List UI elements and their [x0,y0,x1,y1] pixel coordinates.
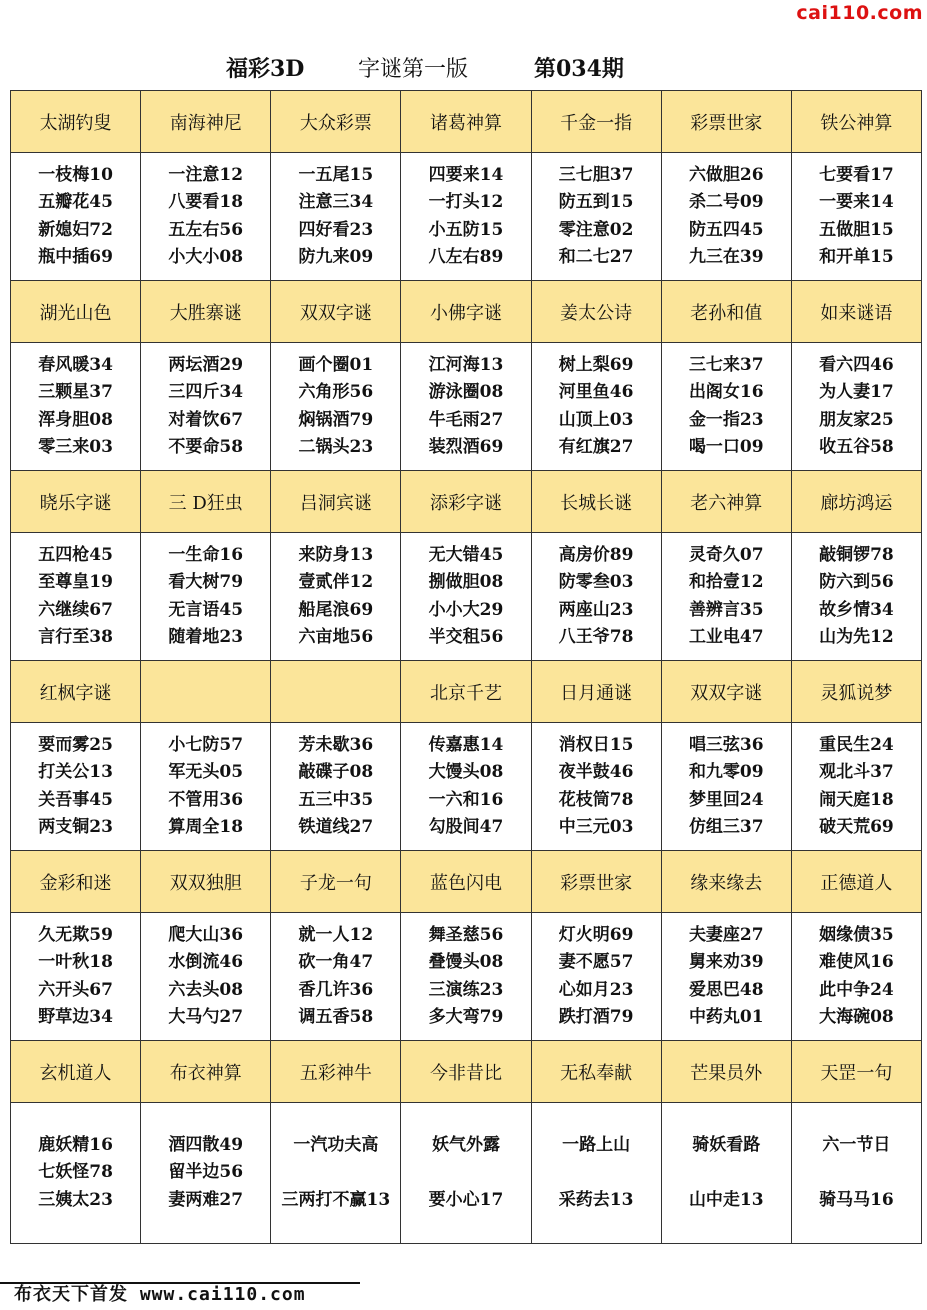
header-row [11,661,922,723]
author-header: 吕洞宾谜 [271,471,401,533]
header-row [11,281,922,343]
riddle-cell [531,723,661,851]
riddle-cell [271,913,401,1041]
author-header: 长城长谜 [531,471,661,533]
riddle-line: 一生命16 [168,544,244,565]
riddle-line: 大马勺27 [168,1007,244,1027]
header-row [11,471,922,533]
riddle-line: 敲碟子08 [298,762,374,782]
riddle-cell [401,1103,531,1244]
riddle-line: 算周全18 [168,817,244,837]
author-header: 小佛字谜 [401,281,531,343]
riddle-line: 唱三弦36 [688,734,764,755]
riddle-line: 六继续67 [38,599,113,620]
riddle-line: 牛毛雨27 [428,409,504,430]
riddle-cell [401,343,531,471]
riddle-line: 一打头12 [428,192,504,212]
riddle-line: 就一人12 [298,924,374,945]
riddle-cell [791,1103,921,1244]
riddle-line: 骑马马16 [819,1189,894,1210]
riddle-line: 妖气外露 [431,1134,500,1155]
author-header: 双双独胆 [141,851,271,913]
author-header: 太湖钓叟 [11,91,141,153]
riddle-line: 看大树79 [168,572,244,592]
riddle-line: 八要看18 [168,192,244,212]
riddle-line: 一枝梅10 [38,164,113,185]
riddle-line: 关吾事45 [38,789,113,810]
riddle-line: 要而雾25 [38,734,113,755]
author-header: 诸葛神算 [401,91,531,153]
riddle-line: 不管用36 [168,789,244,810]
riddle-line: 防五四45 [688,219,764,240]
riddle-line: 野草边34 [38,1007,113,1027]
riddle-line: 三演练23 [428,979,504,1000]
footer-text: 布衣天下首发 www.cai110.com [14,1284,306,1305]
riddle-cell [401,533,531,661]
author-header: 双双字谜 [661,661,791,723]
riddle-line: 妻两难27 [168,1189,244,1210]
riddle-cell [271,343,401,471]
riddle-line: 零三来03 [38,437,113,457]
author-header: 老六神算 [661,471,791,533]
riddle-cell [531,913,661,1041]
author-header: 铁公神算 [791,91,921,153]
riddle-line: 三两打不赢13 [281,1189,391,1210]
riddle-line: 多大弯79 [428,1007,504,1027]
author-header: 南海神尼 [141,91,271,153]
header-row [11,91,922,153]
riddle-line: 和拾壹12 [688,572,764,592]
riddle-line: 大海碗08 [819,1007,894,1027]
riddle-line: 妻不愿57 [558,952,634,972]
riddle-table [10,90,922,1244]
riddle-cell [11,913,141,1041]
author-header: 双双字谜 [271,281,401,343]
riddle-line: 夫妻座27 [688,924,764,945]
riddle-line: 树上梨69 [558,354,634,375]
author-header: 天罡一句 [791,1041,921,1103]
riddle-line: 三颗星37 [38,382,113,402]
title-lottery: 福彩3D [226,56,305,82]
riddle-line: 一五尾15 [298,164,374,185]
riddle-line: 小小大29 [428,599,504,620]
riddle-line [792,1159,921,1187]
riddle-line: 酒四散49 [168,1134,244,1155]
riddle-line: 善辨言35 [688,599,764,620]
header-row [11,1041,922,1103]
riddle-line: 六开头67 [38,979,113,1000]
riddle-line: 夜半鼓46 [558,762,634,782]
riddle-line: 爬大山36 [168,924,244,945]
riddle-line: 有红旗27 [558,437,634,457]
riddle-line: 叠馒头08 [428,952,504,972]
author-header: 北京千艺 [401,661,531,723]
riddle-line: 仿组三37 [688,817,764,837]
riddle-row [11,533,922,661]
riddle-row [11,1103,922,1244]
riddle-line [401,1159,530,1187]
author-header: 彩票世家 [661,91,791,153]
riddle-line: 壹贰伴12 [298,572,374,592]
riddle-line: 小大小08 [168,247,244,267]
riddle-line: 铁道线27 [298,817,374,837]
riddle-cell [531,153,661,281]
riddle-line: 久无欺59 [38,924,113,945]
riddle-line: 灵奇久07 [688,544,764,565]
riddle-line: 杀二号09 [688,192,764,212]
riddle-cell [531,343,661,471]
author-header: 如来谜语 [791,281,921,343]
riddle-cell [141,723,271,851]
title-edition: 字谜第一版 [358,57,469,82]
riddle-line: 一要来14 [819,192,894,212]
riddle-line: 军无头05 [168,762,244,782]
riddle-line: 无言语45 [168,599,244,620]
riddle-line: 收五谷58 [819,437,894,457]
author-header [271,661,401,723]
riddle-line: 四好看23 [298,219,374,240]
riddle-line: 留半边56 [168,1162,244,1183]
riddle-line: 不要命58 [168,437,244,457]
riddle-cell [661,153,791,281]
riddle-line: 来防身13 [298,544,374,565]
author-header: 无私奉献 [531,1041,661,1103]
site-watermark: cai110.com [796,2,923,24]
author-header [141,661,271,723]
riddle-line: 舅来劝39 [688,952,764,972]
riddle-line: 至尊皇19 [38,572,113,592]
riddle-line: 船尾浪69 [298,599,374,620]
riddle-row [11,153,922,281]
riddle-line: 消权日15 [558,734,634,755]
riddle-line: 一叶秋18 [38,952,113,972]
riddle-line: 六去头08 [168,979,244,1000]
riddle-cell [141,1103,271,1244]
author-header: 布衣神算 [141,1041,271,1103]
riddle-line: 七妖怪78 [38,1162,113,1183]
page-title [0,52,927,88]
riddle-cell [271,533,401,661]
author-header: 大胜寨谜 [141,281,271,343]
author-header: 湖光山色 [11,281,141,343]
riddle-line: 注意三34 [298,192,374,212]
riddle-line: 大馒头08 [428,762,504,782]
riddle-cell [11,1103,141,1244]
riddle-line: 喝一口09 [688,437,764,457]
header-row [11,851,922,913]
riddle-line: 为人妻17 [819,382,894,402]
riddle-line: 言行至38 [38,627,113,647]
riddle-line: 水倒流46 [168,952,244,972]
riddle-line: 和开单15 [819,247,894,267]
riddle-cell [661,533,791,661]
riddle-line: 三姨太23 [38,1189,113,1210]
riddle-line: 出阁女16 [688,382,764,402]
riddle-line: 防六到56 [819,572,894,592]
author-header: 廊坊鸿运 [791,471,921,533]
riddle-cell [271,153,401,281]
riddle-line: 传嘉惠14 [428,734,504,755]
riddle-line: 八王爷78 [558,627,634,647]
riddle-cell [141,153,271,281]
riddle-line: 姻缘债35 [819,924,894,945]
riddle-line: 舞圣慈56 [428,924,504,945]
riddle-line: 灯火明69 [558,924,634,945]
riddle-line: 五瓣花45 [38,192,113,212]
riddle-line: 六亩地56 [298,627,374,647]
riddle-line: 香几许36 [298,979,374,1000]
riddle-line: 观北斗37 [819,762,894,782]
riddle-line: 爱思巴48 [688,979,764,1000]
riddle-line: 故乡情34 [819,599,894,620]
riddle-line [271,1159,400,1187]
author-header: 正德道人 [791,851,921,913]
riddle-line: 采药去13 [558,1189,634,1210]
riddle-line: 捌做胆08 [428,572,504,592]
riddle-line: 一汽功夫高 [293,1134,379,1155]
author-header: 灵狐说梦 [791,661,921,723]
riddle-line: 中三元03 [558,817,634,837]
author-header: 子龙一句 [271,851,401,913]
author-header: 玄机道人 [11,1041,141,1103]
author-header: 老孙和值 [661,281,791,343]
riddle-line [532,1159,661,1187]
author-header: 缘来缘去 [661,851,791,913]
riddle-cell [11,343,141,471]
riddle-line: 瓶中插69 [38,247,113,267]
riddle-line: 画个圈01 [298,354,374,375]
riddle-line: 装烈酒69 [428,437,504,457]
riddle-line: 高房价89 [558,544,634,565]
riddle-line: 五四枪45 [38,544,113,565]
riddle-line: 闹天庭18 [819,789,894,810]
riddle-cell [661,723,791,851]
riddle-line: 随着地23 [168,627,244,647]
riddle-line: 工业电47 [688,627,764,647]
riddle-line: 此中争24 [819,979,894,1000]
riddle-line: 难使风16 [819,952,894,972]
riddle-line: 花枝筒78 [558,789,634,810]
riddle-line: 梦里回24 [688,789,764,810]
riddle-line: 山中走13 [688,1189,764,1210]
riddle-cell [271,723,401,851]
riddle-cell [791,913,921,1041]
riddle-cell [661,343,791,471]
riddle-line: 零注意02 [558,219,634,240]
riddle-line: 五左右56 [168,219,244,240]
author-header: 芒果员外 [661,1041,791,1103]
riddle-cell [531,533,661,661]
riddle-line: 勾股间47 [428,817,504,837]
riddle-cell [791,723,921,851]
riddle-cell [11,723,141,851]
riddle-line: 九三在39 [688,247,764,267]
riddle-line: 对着饮67 [168,409,244,430]
author-header: 金彩和迷 [11,851,141,913]
author-header: 三 D狂虫 [141,471,271,533]
riddle-cell [401,913,531,1041]
riddle-line: 和九零09 [688,762,764,782]
riddle-line: 鹿妖精16 [38,1134,113,1155]
author-header: 添彩字谜 [401,471,531,533]
riddle-line: 春风暖34 [38,354,113,375]
riddle-cell [141,913,271,1041]
riddle-line: 调五香58 [298,1007,374,1027]
riddle-line: 两支铜23 [38,817,113,837]
riddle-line: 敲铜锣78 [819,544,894,565]
riddle-line: 两座山23 [558,599,634,620]
riddle-line: 防零叁03 [558,572,634,592]
riddle-line: 山为先12 [819,627,894,647]
riddle-cell [11,153,141,281]
riddle-line: 两坛酒29 [168,354,244,375]
riddle-line: 和二七27 [558,247,634,267]
author-header: 蓝色闪电 [401,851,531,913]
riddle-line: 骑妖看路 [692,1134,761,1155]
riddle-cell [141,343,271,471]
riddle-line: 山顶上03 [558,409,634,430]
riddle-line: 小七防57 [168,734,244,755]
riddle-line: 一路上山 [562,1134,631,1155]
riddle-line: 河里鱼46 [558,382,634,402]
riddle-cell [531,1103,661,1244]
author-header: 大众彩票 [271,91,401,153]
riddle-line: 一六和16 [428,789,504,810]
riddle-line: 二锅头23 [298,437,374,457]
riddle-line: 江河海13 [428,354,504,375]
author-header: 晓乐字谜 [11,471,141,533]
riddle-line: 半交租56 [428,627,504,647]
riddle-line: 三七胆37 [558,164,634,185]
author-header: 彩票世家 [531,851,661,913]
riddle-line: 破天荒69 [819,817,894,837]
riddle-line [662,1159,791,1187]
riddle-cell [141,533,271,661]
riddle-line: 三七来37 [688,354,764,375]
riddle-line: 四要来14 [428,164,504,185]
riddle-cell [11,533,141,661]
riddle-line: 六角形56 [298,382,374,402]
author-header: 红枫字谜 [11,661,141,723]
riddle-cell [661,1103,791,1244]
riddle-line: 金一指23 [688,409,764,430]
riddle-cell [271,1103,401,1244]
riddle-line: 六做胆26 [688,164,764,185]
riddle-line: 焖锅酒79 [298,409,374,430]
riddle-line: 三四斤34 [168,382,244,402]
riddle-row [11,343,922,471]
riddle-cell [791,153,921,281]
riddle-line: 跌打酒79 [558,1007,634,1027]
author-header: 千金一指 [531,91,661,153]
riddle-line: 防九来09 [298,247,374,267]
riddle-line: 要小心17 [428,1189,504,1210]
riddle-line: 无大错45 [428,544,504,565]
riddle-cell [791,343,921,471]
riddle-line: 中药丸01 [688,1007,764,1027]
title-issue: 第034期 [534,56,624,82]
riddle-line: 砍一角47 [298,952,374,972]
riddle-line: 芳未歇36 [298,734,374,755]
riddle-line: 防五到15 [558,192,634,212]
riddle-line: 六一节日 [822,1134,891,1155]
riddle-line: 浑身胆08 [38,409,113,430]
author-header: 五彩神牛 [271,1041,401,1103]
riddle-line: 打关公13 [38,762,113,782]
riddle-line: 小五防15 [428,219,504,240]
riddle-line: 五三中35 [298,789,374,810]
riddle-line: 一注意12 [168,164,244,185]
riddle-line: 看六四46 [819,354,894,375]
author-header: 日月通谜 [531,661,661,723]
riddle-line: 五做胆15 [819,219,894,240]
riddle-line: 七要看17 [819,164,894,185]
riddle-cell [401,153,531,281]
author-header: 姜太公诗 [531,281,661,343]
riddle-line: 新媳妇72 [38,219,113,240]
riddle-line: 八左右89 [428,247,504,267]
riddle-line: 心如月23 [558,979,634,1000]
riddle-cell [791,533,921,661]
riddle-line: 重民生24 [819,734,894,755]
riddle-cell [401,723,531,851]
riddle-cell [661,913,791,1041]
riddle-line: 游泳圈08 [428,382,504,402]
riddle-line: 朋友家25 [819,409,894,430]
riddle-row [11,913,922,1041]
author-header: 今非昔比 [401,1041,531,1103]
riddle-row [11,723,922,851]
